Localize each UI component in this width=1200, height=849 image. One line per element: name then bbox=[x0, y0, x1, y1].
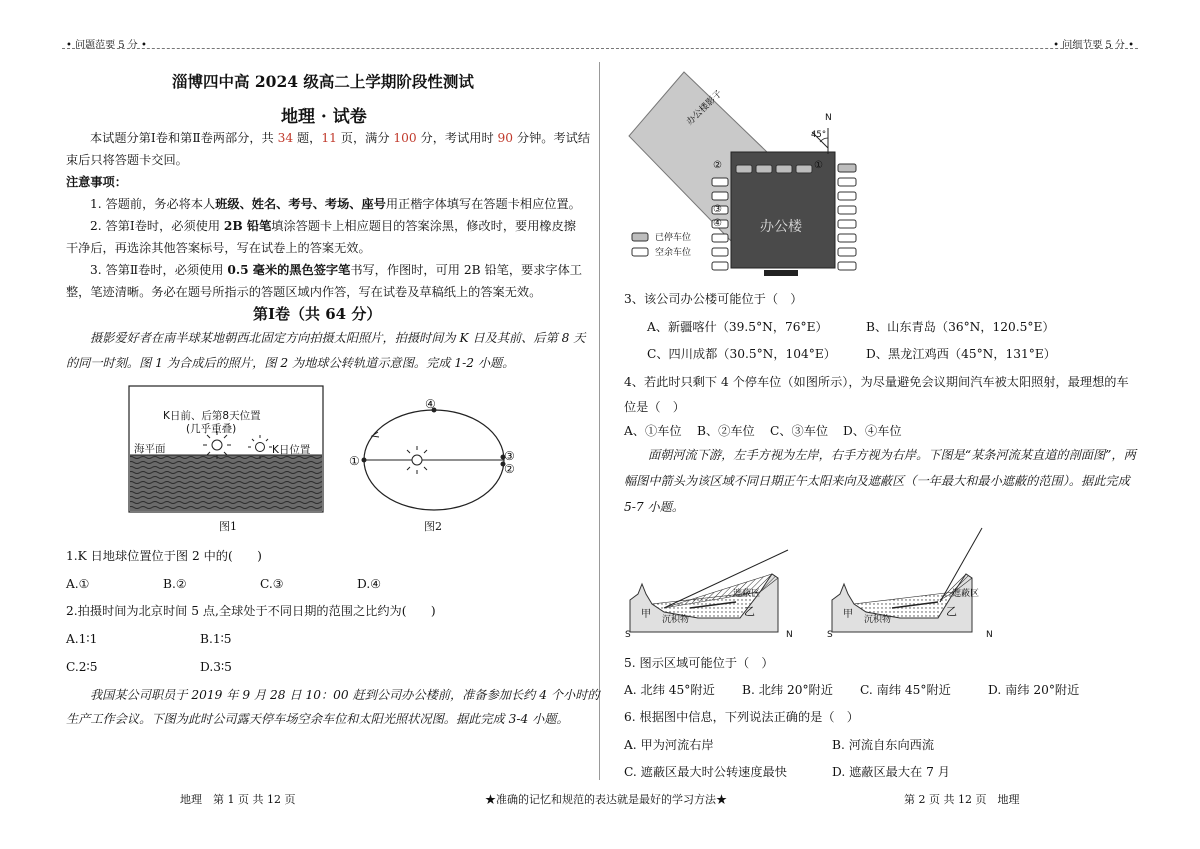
q3-option-a: A、新疆喀什（39.5°N，76°E） bbox=[647, 320, 828, 334]
intro-line-2: 束后只将答题卡交回。 bbox=[66, 153, 188, 167]
passage-3-line-2: 幅图中箭头为该区域不同日期正午太阳来向及遮蔽区（一年最大和最小遮蔽的范围）。据此完成 bbox=[624, 474, 1130, 488]
q5-option-b: B. 北纬 20°附近 bbox=[742, 683, 833, 697]
figure-2-orbit bbox=[344, 396, 524, 514]
q5-option-c: C. 南纬 45°附近 bbox=[860, 683, 951, 697]
passage-2-line-2: 生产工作会议。下图为此时公司露天停车场空余车位和太阳光照状况图。据此完成 3-4 小题。 bbox=[66, 712, 569, 726]
intro-line-1: 本试题分第Ⅰ卷和第Ⅱ卷两部分，共 34 题，11 页，满分 100 分，考试用时 90 分钟。考试结 bbox=[90, 131, 591, 145]
fig4-left-s-label: S bbox=[625, 630, 631, 640]
note-2: 2. 答第Ⅰ卷时，必须使用 2B 铅笔填涂答题卡上相应题目的答案涂黑，修改时，要用橡皮擦 bbox=[90, 219, 576, 233]
fig3-building-label: 办公楼 bbox=[760, 216, 802, 236]
exam-title: 淄博四中高 2024 级高二上学期阶段性测试 bbox=[172, 72, 474, 91]
fig4-left-sediment-label: 沉积物 bbox=[662, 615, 690, 625]
fig1-label-top-2: (几乎重叠) bbox=[186, 423, 237, 435]
header-left-note: • 问题范要 5 分 • bbox=[66, 40, 147, 51]
fig3-angle-label: 45° bbox=[811, 130, 827, 140]
fig3-space-4: ④ bbox=[713, 218, 722, 229]
footer-page-right: 第 2 页 共 12 页 地理 bbox=[904, 793, 1020, 806]
q2-option-b: B.1∶5 bbox=[200, 632, 232, 646]
exam-subtitle: 地理 · 试卷 bbox=[281, 107, 367, 127]
fig3-north-label: N bbox=[825, 113, 832, 123]
question-4-line-2: 位是（ ） bbox=[624, 400, 685, 414]
fig2-pos-2: ② bbox=[504, 462, 515, 476]
fig2-caption: 图2 bbox=[424, 520, 442, 533]
notes-title: 注意事项： bbox=[66, 175, 127, 189]
q5-option-a: A. 北纬 45°附近 bbox=[624, 683, 715, 697]
question-2: 2.拍摄时间为北京时间 5 点,全球处于不同日期的范围之比约为( ) bbox=[66, 604, 436, 618]
fig3-legend-empty: 空余车位 bbox=[655, 248, 692, 258]
q1-option-a: A.① bbox=[66, 577, 90, 591]
fig3-legend-parked: 已停车位 bbox=[655, 233, 692, 243]
passage-1-line-1: 摄影爱好者在南半球某地朝西北固定方向拍摄太阳照片，拍摄时间为 K 日及其前、后第 8 天 bbox=[90, 331, 586, 345]
figure-4-river-sections bbox=[620, 522, 1000, 644]
footer-motto: ★准确的记忆和规范的表达就是最好的学习方法★ bbox=[485, 793, 727, 806]
footer-page-left: 地理 第 1 页 共 12 页 bbox=[180, 793, 296, 806]
q4-option-d: D、④车位 bbox=[843, 424, 902, 438]
fig2-pos-3: ③ bbox=[504, 449, 515, 463]
fig2-pos-1: ① bbox=[349, 454, 360, 468]
fig1-k-day-label: K日位置 bbox=[272, 444, 311, 456]
fig3-space-3: ③ bbox=[713, 204, 722, 215]
q6-option-a: A. 甲为河流右岸 bbox=[624, 738, 714, 752]
passage-3-line-1: 面朝河流下游，左手方视为左岸，右手方视为右岸。下图是“某条河流某直道的剖面图”，两 bbox=[648, 448, 1136, 462]
q2-option-a: A.1∶1 bbox=[66, 632, 98, 646]
q4-option-a: A、①车位 bbox=[624, 424, 682, 438]
q6-option-b: B. 河流自东向西流 bbox=[832, 738, 935, 752]
question-3: 3、该公司办公楼可能位于（ ） bbox=[624, 292, 803, 306]
question-6: 6. 根据图中信息，下列说法正确的是（ ） bbox=[624, 710, 859, 724]
header-divider bbox=[62, 48, 1138, 49]
passage-2-line-1: 我国某公司职员于 2019 年 9 月 28 日 10：00 赶到公司办公楼前，准备参加长约 4 个小时的 bbox=[90, 688, 600, 702]
column-divider bbox=[599, 62, 600, 780]
fig3-space-1: ① bbox=[814, 160, 823, 171]
fig1-caption: 图1 bbox=[219, 520, 237, 533]
fig4-right-n-label: N bbox=[986, 630, 993, 640]
q3-option-b: B、山东青岛（36°N，120.5°E） bbox=[866, 320, 1055, 334]
fig3-space-2: ② bbox=[713, 160, 722, 171]
question-4-line-1: 4、若此时只剩下 4 个停车位（如图所示），为尽量避免会议期间汽车被太阳照射，最理想的车 bbox=[624, 375, 1129, 389]
note-1: 1. 答题前，务必将本人班级、姓名、考号、考场、座号用正楷字体填写在答题卡相应位置。 bbox=[90, 197, 581, 211]
q1-option-b: B.② bbox=[163, 577, 187, 591]
fig4-left-yi-label: 乙 bbox=[744, 605, 755, 618]
note-3-cont: 整，笔迹清晰。务必在题号所指示的答题区域内作答，写在试卷及草稿纸上的答案无效。 bbox=[66, 285, 542, 299]
fig4-left-shade-label: 遮蔽区 bbox=[733, 589, 761, 599]
fig4-right-yi-label: 乙 bbox=[946, 605, 957, 618]
question-5: 5. 图示区域可能位于（ ） bbox=[624, 656, 774, 670]
q2-option-d: D.3∶5 bbox=[200, 660, 232, 674]
fig4-left-n-label: N bbox=[786, 630, 793, 640]
note-2-cont: 干净后，再选涂其他答案标号，写在试卷上的答案无效。 bbox=[66, 241, 371, 255]
q3-option-d: D、黑龙江鸡西（45°N，131°E） bbox=[866, 347, 1056, 361]
q1-option-c: C.③ bbox=[260, 577, 284, 591]
q6-option-d: D. 遮蔽区最大在 7 月 bbox=[832, 765, 950, 779]
section-1-heading: 第Ⅰ卷（共 64 分） bbox=[253, 305, 382, 323]
q4-option-c: C、③车位 bbox=[770, 424, 829, 438]
header-right-note: • 问细节要 5 分 • bbox=[1053, 40, 1134, 51]
fig3-shadow-label: 办公楼影子 bbox=[685, 88, 725, 128]
q4-option-b: B、②车位 bbox=[697, 424, 755, 438]
fig1-sea-level-label: 海平面 bbox=[134, 443, 166, 455]
fig4-right-sediment-label: 沉积物 bbox=[864, 615, 892, 625]
question-1: 1.K 日地球位置位于图 2 中的( ) bbox=[66, 549, 262, 563]
q2-option-c: C.2∶5 bbox=[66, 660, 98, 674]
fig2-pos-4: ④ bbox=[425, 397, 436, 411]
q5-option-d: D. 南纬 20°附近 bbox=[988, 683, 1080, 697]
passage-1-line-2: 的同一时刻。图 1 为合成后的照片，图 2 为地球公转轨道示意图。完成 1-2 小题。 bbox=[66, 356, 515, 370]
fig4-right-s-label: S bbox=[827, 630, 833, 640]
passage-3-line-3: 5-7 小题。 bbox=[624, 500, 685, 514]
q1-option-d: D.④ bbox=[357, 577, 382, 591]
q6-option-c: C. 遮蔽区最大时公转速度最快 bbox=[624, 765, 787, 779]
fig4-left-jia-label: 甲 bbox=[641, 609, 651, 620]
fig1-label-top-1: K日前、后第8天位置 bbox=[163, 410, 261, 422]
fig4-right-jia-label: 甲 bbox=[843, 609, 853, 620]
fig4-right-shade-label: 遮蔽区 bbox=[952, 589, 980, 599]
q3-option-c: C、四川成都（30.5°N，104°E） bbox=[647, 347, 836, 361]
note-3: 3. 答第Ⅱ卷时，必须使用 0.5 毫米的黑色签字笔书写，作图时，可用 2B 铅笔，要求字体工 bbox=[90, 263, 582, 277]
